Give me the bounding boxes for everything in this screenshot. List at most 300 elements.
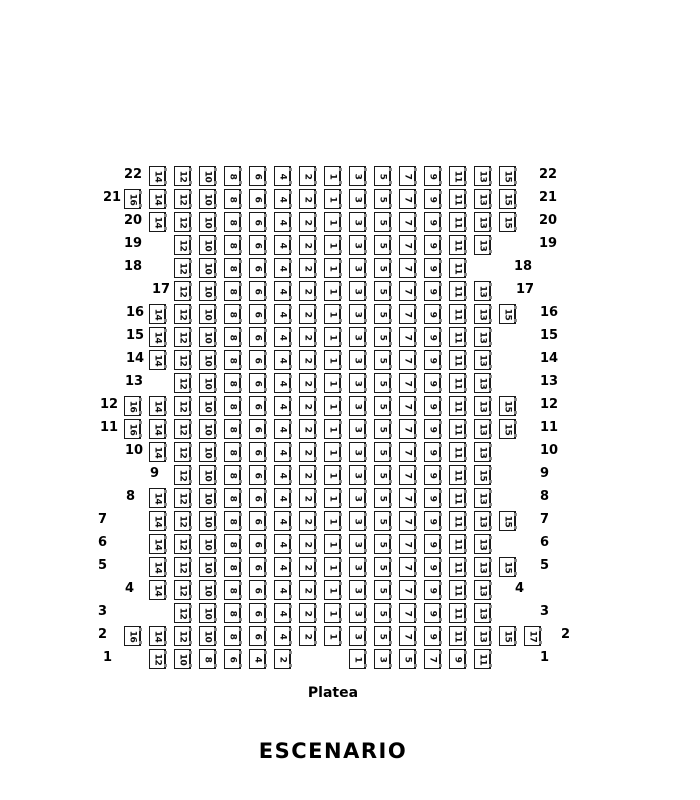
seat-row6-14[interactable]	[149, 534, 166, 554]
seat-row4-6[interactable]	[249, 580, 266, 600]
seat-row8-3[interactable]	[349, 488, 366, 508]
seat-row19-7[interactable]	[399, 235, 416, 255]
seat-row2-3[interactable]	[349, 626, 366, 646]
seat-row5-12[interactable]	[174, 557, 191, 577]
seat-row5-5[interactable]	[374, 557, 391, 577]
seat-row17-4[interactable]	[274, 281, 291, 301]
seat-row16-11[interactable]	[449, 304, 466, 324]
seat-row14-1[interactable]	[324, 350, 341, 370]
seat-row12-10[interactable]	[199, 396, 216, 416]
seat-row10-8[interactable]	[224, 442, 241, 462]
seat-row8-13[interactable]	[474, 488, 491, 508]
seat-row5-15[interactable]	[499, 557, 516, 577]
seat-row3-7[interactable]	[399, 603, 416, 623]
seat-row10-4[interactable]	[274, 442, 291, 462]
seat-row20-13[interactable]	[474, 212, 491, 232]
seat-row7-9[interactable]	[424, 511, 441, 531]
seat-row9-9[interactable]	[424, 465, 441, 485]
seat-row18-5[interactable]	[374, 258, 391, 278]
seat-row14-8[interactable]	[224, 350, 241, 370]
seat-row13-4[interactable]	[274, 373, 291, 393]
seat-row3-2[interactable]	[299, 603, 316, 623]
seat-row2-12[interactable]	[174, 626, 191, 646]
seat-row13-11[interactable]	[449, 373, 466, 393]
seat-row2-17[interactable]	[524, 626, 541, 646]
seat-row17-13[interactable]	[474, 281, 491, 301]
seat-row6-1[interactable]	[324, 534, 341, 554]
seat-row4-5[interactable]	[374, 580, 391, 600]
seat-row2-6[interactable]	[249, 626, 266, 646]
seat-row21-13[interactable]	[474, 189, 491, 209]
seat-row11-8[interactable]	[224, 419, 241, 439]
seat-row2-8[interactable]	[224, 626, 241, 646]
seat-row7-4[interactable]	[274, 511, 291, 531]
seat-row20-3[interactable]	[349, 212, 366, 232]
seat-row17-1[interactable]	[324, 281, 341, 301]
seat-row18-4[interactable]	[274, 258, 291, 278]
seat-row18-9[interactable]	[424, 258, 441, 278]
seat-row9-11[interactable]	[449, 465, 466, 485]
seat-row13-1[interactable]	[324, 373, 341, 393]
seat-row17-2[interactable]	[299, 281, 316, 301]
seat-row16-4[interactable]	[274, 304, 291, 324]
seat-row10-10[interactable]	[199, 442, 216, 462]
seat-row2-15[interactable]	[499, 626, 516, 646]
seat-row19-6[interactable]	[249, 235, 266, 255]
seat-row22-10[interactable]	[199, 166, 216, 186]
seat-row9-5[interactable]	[374, 465, 391, 485]
seat-row10-12[interactable]	[174, 442, 191, 462]
seat-row17-5[interactable]	[374, 281, 391, 301]
seat-row22-9[interactable]	[424, 166, 441, 186]
seat-row17-7[interactable]	[399, 281, 416, 301]
seat-row5-2[interactable]	[299, 557, 316, 577]
seat-row3-6[interactable]	[249, 603, 266, 623]
seat-row8-11[interactable]	[449, 488, 466, 508]
seat-row15-12[interactable]	[174, 327, 191, 347]
seat-row21-15[interactable]	[499, 189, 516, 209]
seat-row15-9[interactable]	[424, 327, 441, 347]
seat-row4-13[interactable]	[474, 580, 491, 600]
seat-row20-11[interactable]	[449, 212, 466, 232]
seat-row2-2[interactable]	[299, 626, 316, 646]
seat-row13-8[interactable]	[224, 373, 241, 393]
seat-row19-5[interactable]	[374, 235, 391, 255]
seat-row10-6[interactable]	[249, 442, 266, 462]
seat-row16-12[interactable]	[174, 304, 191, 324]
seat-row1-12[interactable]	[149, 649, 166, 669]
seat-row12-16[interactable]	[124, 396, 141, 416]
seat-row1-3[interactable]	[374, 649, 391, 669]
seat-row19-9[interactable]	[424, 235, 441, 255]
seat-row21-11[interactable]	[449, 189, 466, 209]
seat-row9-6[interactable]	[249, 465, 266, 485]
seat-row1-7[interactable]	[424, 649, 441, 669]
seat-row3-11[interactable]	[449, 603, 466, 623]
seat-row22-13[interactable]	[474, 166, 491, 186]
seat-row5-8[interactable]	[224, 557, 241, 577]
seat-row4-7[interactable]	[399, 580, 416, 600]
seat-row11-5[interactable]	[374, 419, 391, 439]
seat-row5-6[interactable]	[249, 557, 266, 577]
seat-row18-11[interactable]	[449, 258, 466, 278]
seat-row18-3[interactable]	[349, 258, 366, 278]
seat-row20-10[interactable]	[199, 212, 216, 232]
seat-row11-2[interactable]	[299, 419, 316, 439]
seat-row4-8[interactable]	[224, 580, 241, 600]
seat-row5-11[interactable]	[449, 557, 466, 577]
seat-row8-8[interactable]	[224, 488, 241, 508]
seat-row9-2[interactable]	[299, 465, 316, 485]
seat-row20-14[interactable]	[149, 212, 166, 232]
seat-row8-4[interactable]	[274, 488, 291, 508]
seat-row5-10[interactable]	[199, 557, 216, 577]
seat-row11-11[interactable]	[449, 419, 466, 439]
seat-row12-9[interactable]	[424, 396, 441, 416]
seat-row12-4[interactable]	[274, 396, 291, 416]
seat-row19-13[interactable]	[474, 235, 491, 255]
seat-row12-1[interactable]	[324, 396, 341, 416]
seat-row3-4[interactable]	[274, 603, 291, 623]
seat-row21-8[interactable]	[224, 189, 241, 209]
seat-row18-6[interactable]	[249, 258, 266, 278]
seat-row4-11[interactable]	[449, 580, 466, 600]
seat-row13-12[interactable]	[174, 373, 191, 393]
seat-row16-15[interactable]	[499, 304, 516, 324]
seat-row17-9[interactable]	[424, 281, 441, 301]
seat-row5-4[interactable]	[274, 557, 291, 577]
seat-row3-9[interactable]	[424, 603, 441, 623]
seat-row7-6[interactable]	[249, 511, 266, 531]
seat-row2-14[interactable]	[149, 626, 166, 646]
seat-row6-9[interactable]	[424, 534, 441, 554]
seat-row20-4[interactable]	[274, 212, 291, 232]
seat-row6-7[interactable]	[399, 534, 416, 554]
seat-row14-3[interactable]	[349, 350, 366, 370]
seat-row20-15[interactable]	[499, 212, 516, 232]
seat-row22-4[interactable]	[274, 166, 291, 186]
seat-row17-11[interactable]	[449, 281, 466, 301]
seat-row14-5[interactable]	[374, 350, 391, 370]
seat-row16-9[interactable]	[424, 304, 441, 324]
seat-row12-14[interactable]	[149, 396, 166, 416]
seat-row17-6[interactable]	[249, 281, 266, 301]
seat-row1-2[interactable]	[274, 649, 291, 669]
seat-row22-15[interactable]	[499, 166, 516, 186]
seat-row8-1[interactable]	[324, 488, 341, 508]
seat-row15-7[interactable]	[399, 327, 416, 347]
seat-row2-1[interactable]	[324, 626, 341, 646]
seat-row13-9[interactable]	[424, 373, 441, 393]
seat-row12-12[interactable]	[174, 396, 191, 416]
seat-row3-8[interactable]	[224, 603, 241, 623]
seat-row6-5[interactable]	[374, 534, 391, 554]
seat-row14-6[interactable]	[249, 350, 266, 370]
seat-row15-6[interactable]	[249, 327, 266, 347]
seat-row1-10[interactable]	[174, 649, 191, 669]
seat-row2-4[interactable]	[274, 626, 291, 646]
seat-row4-9[interactable]	[424, 580, 441, 600]
seat-row9-4[interactable]	[274, 465, 291, 485]
seat-row2-5[interactable]	[374, 626, 391, 646]
seat-row2-16[interactable]	[124, 626, 141, 646]
seat-row8-5[interactable]	[374, 488, 391, 508]
seat-row14-7[interactable]	[399, 350, 416, 370]
seat-row9-15[interactable]	[474, 465, 491, 485]
seat-row1-4[interactable]	[249, 649, 266, 669]
seat-row11-16[interactable]	[124, 419, 141, 439]
seat-row22-12[interactable]	[174, 166, 191, 186]
seat-row14-14[interactable]	[149, 350, 166, 370]
seat-row17-12[interactable]	[174, 281, 191, 301]
seat-row17-10[interactable]	[199, 281, 216, 301]
seat-row8-6[interactable]	[249, 488, 266, 508]
seat-row20-9[interactable]	[424, 212, 441, 232]
seat-row6-10[interactable]	[199, 534, 216, 554]
seat-row7-2[interactable]	[299, 511, 316, 531]
seat-row12-3[interactable]	[349, 396, 366, 416]
seat-row9-7[interactable]	[399, 465, 416, 485]
seat-row19-2[interactable]	[299, 235, 316, 255]
seat-row9-3[interactable]	[349, 465, 366, 485]
seat-row7-15[interactable]	[499, 511, 516, 531]
seat-row12-5[interactable]	[374, 396, 391, 416]
seat-row19-10[interactable]	[199, 235, 216, 255]
seat-row16-5[interactable]	[374, 304, 391, 324]
seat-row1-11[interactable]	[474, 649, 491, 669]
seat-row19-3[interactable]	[349, 235, 366, 255]
seat-row13-6[interactable]	[249, 373, 266, 393]
seat-row4-3[interactable]	[349, 580, 366, 600]
seat-row7-7[interactable]	[399, 511, 416, 531]
seat-row16-13[interactable]	[474, 304, 491, 324]
seat-row5-3[interactable]	[349, 557, 366, 577]
seat-row16-14[interactable]	[149, 304, 166, 324]
seat-row6-8[interactable]	[224, 534, 241, 554]
seat-row9-8[interactable]	[224, 465, 241, 485]
seat-row7-12[interactable]	[174, 511, 191, 531]
seat-row17-8[interactable]	[224, 281, 241, 301]
seat-row7-13[interactable]	[474, 511, 491, 531]
seat-row5-9[interactable]	[424, 557, 441, 577]
seat-row14-10[interactable]	[199, 350, 216, 370]
seat-row13-7[interactable]	[399, 373, 416, 393]
seat-row11-4[interactable]	[274, 419, 291, 439]
seat-row21-5[interactable]	[374, 189, 391, 209]
seat-row12-6[interactable]	[249, 396, 266, 416]
seat-row12-15[interactable]	[499, 396, 516, 416]
seat-row17-3[interactable]	[349, 281, 366, 301]
seat-row20-5[interactable]	[374, 212, 391, 232]
seat-row7-14[interactable]	[149, 511, 166, 531]
seat-row21-14[interactable]	[149, 189, 166, 209]
seat-row2-13[interactable]	[474, 626, 491, 646]
seat-row21-12[interactable]	[174, 189, 191, 209]
seat-row19-4[interactable]	[274, 235, 291, 255]
seat-row8-12[interactable]	[174, 488, 191, 508]
seat-row19-8[interactable]	[224, 235, 241, 255]
seat-row19-11[interactable]	[449, 235, 466, 255]
seat-row10-5[interactable]	[374, 442, 391, 462]
seat-row22-1[interactable]	[324, 166, 341, 186]
seat-row15-11[interactable]	[449, 327, 466, 347]
seat-row9-10[interactable]	[199, 465, 216, 485]
seat-row9-1[interactable]	[324, 465, 341, 485]
seat-row10-1[interactable]	[324, 442, 341, 462]
seat-row7-1[interactable]	[324, 511, 341, 531]
seat-row6-2[interactable]	[299, 534, 316, 554]
seat-row4-14[interactable]	[149, 580, 166, 600]
seat-row12-8[interactable]	[224, 396, 241, 416]
seat-row22-11[interactable]	[449, 166, 466, 186]
seat-row1-1[interactable]	[349, 649, 366, 669]
seat-row15-4[interactable]	[274, 327, 291, 347]
seat-row22-3[interactable]	[349, 166, 366, 186]
seat-row13-10[interactable]	[199, 373, 216, 393]
seat-row19-1[interactable]	[324, 235, 341, 255]
seat-row1-9[interactable]	[449, 649, 466, 669]
seat-row13-2[interactable]	[299, 373, 316, 393]
seat-row16-1[interactable]	[324, 304, 341, 324]
seat-row7-10[interactable]	[199, 511, 216, 531]
seat-row10-9[interactable]	[424, 442, 441, 462]
seat-row8-10[interactable]	[199, 488, 216, 508]
seat-row16-8[interactable]	[224, 304, 241, 324]
seat-row7-8[interactable]	[224, 511, 241, 531]
seat-row20-2[interactable]	[299, 212, 316, 232]
seat-row10-3[interactable]	[349, 442, 366, 462]
seat-row18-12[interactable]	[174, 258, 191, 278]
seat-row6-3[interactable]	[349, 534, 366, 554]
seat-row15-14[interactable]	[149, 327, 166, 347]
seat-row7-5[interactable]	[374, 511, 391, 531]
seat-row10-2[interactable]	[299, 442, 316, 462]
seat-row11-3[interactable]	[349, 419, 366, 439]
seat-row14-12[interactable]	[174, 350, 191, 370]
seat-row5-1[interactable]	[324, 557, 341, 577]
seat-row5-7[interactable]	[399, 557, 416, 577]
seat-row11-6[interactable]	[249, 419, 266, 439]
seat-row22-6[interactable]	[249, 166, 266, 186]
seat-row14-11[interactable]	[449, 350, 466, 370]
seat-row15-8[interactable]	[224, 327, 241, 347]
seat-row3-5[interactable]	[374, 603, 391, 623]
seat-row18-7[interactable]	[399, 258, 416, 278]
seat-row22-5[interactable]	[374, 166, 391, 186]
seat-row12-7[interactable]	[399, 396, 416, 416]
seat-row3-3[interactable]	[349, 603, 366, 623]
seat-row3-1[interactable]	[324, 603, 341, 623]
seat-row11-14[interactable]	[149, 419, 166, 439]
seat-row4-1[interactable]	[324, 580, 341, 600]
seat-row12-11[interactable]	[449, 396, 466, 416]
seat-row9-12[interactable]	[174, 465, 191, 485]
seat-row21-10[interactable]	[199, 189, 216, 209]
seat-row22-14[interactable]	[149, 166, 166, 186]
seat-row10-14[interactable]	[149, 442, 166, 462]
seat-row14-9[interactable]	[424, 350, 441, 370]
seat-row11-7[interactable]	[399, 419, 416, 439]
seat-row7-3[interactable]	[349, 511, 366, 531]
seat-row4-10[interactable]	[199, 580, 216, 600]
seat-row16-6[interactable]	[249, 304, 266, 324]
seat-row21-1[interactable]	[324, 189, 341, 209]
seat-row4-4[interactable]	[274, 580, 291, 600]
seat-row11-10[interactable]	[199, 419, 216, 439]
seat-row20-12[interactable]	[174, 212, 191, 232]
seat-row11-1[interactable]	[324, 419, 341, 439]
seat-row21-16[interactable]	[124, 189, 141, 209]
seat-row7-11[interactable]	[449, 511, 466, 531]
seat-row21-4[interactable]	[274, 189, 291, 209]
seat-row8-9[interactable]	[424, 488, 441, 508]
seat-row5-14[interactable]	[149, 557, 166, 577]
seat-row13-3[interactable]	[349, 373, 366, 393]
seat-row11-15[interactable]	[499, 419, 516, 439]
seat-row11-9[interactable]	[424, 419, 441, 439]
seat-row19-12[interactable]	[174, 235, 191, 255]
seat-row15-1[interactable]	[324, 327, 341, 347]
seat-row2-10[interactable]	[199, 626, 216, 646]
seat-row21-2[interactable]	[299, 189, 316, 209]
seat-row6-11[interactable]	[449, 534, 466, 554]
seat-row8-2[interactable]	[299, 488, 316, 508]
seat-row15-2[interactable]	[299, 327, 316, 347]
seat-row14-2[interactable]	[299, 350, 316, 370]
seat-row16-10[interactable]	[199, 304, 216, 324]
seat-row14-4[interactable]	[274, 350, 291, 370]
seat-row6-12[interactable]	[174, 534, 191, 554]
seat-row1-5[interactable]	[399, 649, 416, 669]
seat-row20-1[interactable]	[324, 212, 341, 232]
seat-row22-7[interactable]	[399, 166, 416, 186]
seat-row21-6[interactable]	[249, 189, 266, 209]
seat-row22-8[interactable]	[224, 166, 241, 186]
seat-row18-8[interactable]	[224, 258, 241, 278]
seat-row11-13[interactable]	[474, 419, 491, 439]
seat-row8-14[interactable]	[149, 488, 166, 508]
seat-row10-13[interactable]	[474, 442, 491, 462]
seat-row6-4[interactable]	[274, 534, 291, 554]
seat-row18-1[interactable]	[324, 258, 341, 278]
seat-row18-2[interactable]	[299, 258, 316, 278]
seat-row21-7[interactable]	[399, 189, 416, 209]
seat-row2-7[interactable]	[399, 626, 416, 646]
seat-row20-6[interactable]	[249, 212, 266, 232]
seat-row4-12[interactable]	[174, 580, 191, 600]
seat-row15-5[interactable]	[374, 327, 391, 347]
seat-row3-12[interactable]	[174, 603, 191, 623]
seat-row2-11[interactable]	[449, 626, 466, 646]
seat-row2-9[interactable]	[424, 626, 441, 646]
seat-row15-10[interactable]	[199, 327, 216, 347]
seat-row8-7[interactable]	[399, 488, 416, 508]
seat-row4-2[interactable]	[299, 580, 316, 600]
seat-row15-13[interactable]	[474, 327, 491, 347]
seat-row16-7[interactable]	[399, 304, 416, 324]
seat-row11-12[interactable]	[174, 419, 191, 439]
seat-row3-13[interactable]	[474, 603, 491, 623]
seat-row22-2[interactable]	[299, 166, 316, 186]
seat-row21-9[interactable]	[424, 189, 441, 209]
seat-row1-6[interactable]	[224, 649, 241, 669]
seat-row5-13[interactable]	[474, 557, 491, 577]
seat-row20-7[interactable]	[399, 212, 416, 232]
seat-row10-11[interactable]	[449, 442, 466, 462]
seat-row13-13[interactable]	[474, 373, 491, 393]
seat-row1-8[interactable]	[199, 649, 216, 669]
seat-row20-8[interactable]	[224, 212, 241, 232]
